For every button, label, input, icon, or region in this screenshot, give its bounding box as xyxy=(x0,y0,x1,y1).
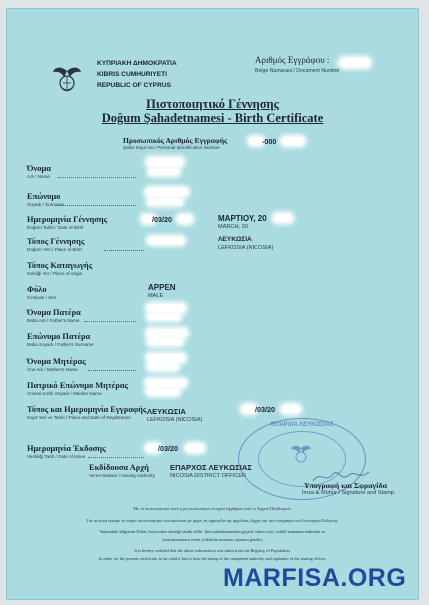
document-number-redaction xyxy=(340,58,370,67)
birth-place-value: ΛΕΥΚΩΣΙΑ xyxy=(218,236,252,243)
personal-id-label: Προσωπικός Αριθμός Εγγραφής xyxy=(123,136,228,145)
origin-sub: Geldiği Yer / Place of origin xyxy=(27,271,83,276)
footer-line: yazmakmamuru veren yetkilinin imzasını taşıması gerekir. xyxy=(162,537,263,542)
birth-date-redaction-3 xyxy=(274,214,292,222)
birth-place-redaction xyxy=(148,237,184,244)
birth-date-redaction-2 xyxy=(178,215,192,223)
dotted-line xyxy=(58,177,136,178)
registration-date: /03/20 xyxy=(255,405,275,414)
maiden-name-label: Πατρικό Επώνυμο Μητέρας xyxy=(27,381,129,390)
birth-place-sub: Doğum Yeri / Place of Birth xyxy=(27,247,82,252)
authority-label: Εκδίδουσα Αρχή xyxy=(89,463,149,472)
registration-date-redaction xyxy=(242,405,256,413)
authority-value: ΕΠΑΡΧΟΣ ΛΕΥΚΩΣΙΑΣ xyxy=(170,463,252,472)
surname-redaction xyxy=(146,188,188,196)
signature-sub: İmza & Mühür / Signature and Stamp xyxy=(302,490,395,496)
maiden-name-redaction xyxy=(146,379,186,387)
mother-name-sub: Ana Adı / Mother's Name xyxy=(27,367,78,372)
registration-sub: Kayıt Yeri ve Tarihi / Place and Date of Registration xyxy=(27,415,131,420)
origin-label: Τόπος Καταγωγής xyxy=(27,261,93,270)
birth-certificate xyxy=(6,8,419,600)
document-number-sub: Belge Numarasi / Document Number xyxy=(255,68,340,74)
footer-line: Για να είναι έγκυρο το παρόν πιστοποιητικό επικυρώνεται με φέρει τη σφραγίδα της αρμόδιας Αρχής και την υπογραφή του Λειτουργού Εκδοσης. xyxy=(86,518,339,523)
father-name-sub: Baba Adı / Father's Name xyxy=(27,318,80,323)
document-number-label: Αριθμός Εγγράφου : xyxy=(255,55,330,65)
birth-place-label: Τόπος Γέννησης xyxy=(27,237,85,246)
watermark: MARFISA.ORG xyxy=(223,564,407,592)
dotted-line xyxy=(104,250,144,251)
mother-name-redaction xyxy=(147,354,185,362)
authority-value-sub: NICOSIA DISTRICT OFFICER xyxy=(170,473,247,479)
registration-place-sub: LEFKOSIA (NICOSIA) xyxy=(147,417,203,423)
name-redaction-2 xyxy=(149,169,179,175)
father-surname-sub: Baba Soyadı / Father's Surname xyxy=(27,342,94,347)
sex-value-sub: MALE xyxy=(148,293,164,299)
father-surname-label: Επώνυμο Πατέρα xyxy=(27,332,91,341)
father-name-redaction-2 xyxy=(148,314,180,320)
dotted-line xyxy=(58,205,136,206)
stamp-emblem-icon xyxy=(290,444,312,464)
mother-name-redaction-2 xyxy=(148,364,178,370)
issue-date-label: Ημερομηνία Έκδοσης xyxy=(27,444,106,453)
birth-date-greek: ΜΑΡΤΙΟΥ, 20 xyxy=(218,214,267,223)
footer-line: It is hereby certified that the above information was taken from the Registry of Population. xyxy=(134,548,291,553)
stamp-text: ΕΠΑΡΧΙΑ ΛΕΥΚΩΣΙΑΣ xyxy=(271,422,334,428)
birth-place-value-sub: LEFKOSIA (NICOSIA) xyxy=(218,245,274,251)
footer-line: In order for the present certificate, to be valid it has to bear the stamp of the competent authority and signature of the issuing officer. xyxy=(98,556,327,561)
sex-label: Φύλο xyxy=(27,285,47,294)
title-greek: Πιστοποιητικό Γέννησης xyxy=(146,97,279,111)
maiden-name-redaction-2 xyxy=(147,389,179,395)
registration-place: ΛΕΥΚΩΣΙΑ xyxy=(147,407,186,416)
birth-date-value: /03/20 xyxy=(152,215,172,224)
father-surname-redaction-2 xyxy=(148,339,182,345)
issuer-line-english: REPUBLIC OF CYPRUS xyxy=(97,82,172,89)
father-name-label: Όνομα Πατέρα xyxy=(27,308,81,317)
surname-label: Επώνυμο xyxy=(27,192,61,201)
coat-of-arms-icon xyxy=(51,63,83,93)
surname-sub: Soyadı / Surname xyxy=(27,202,64,207)
birth-date-english: MARCH, 20 xyxy=(218,224,248,230)
surname-redaction-2 xyxy=(148,199,182,205)
issuer-line-greek: ΚΥΠΡΙΑΚΗ ΔΗΜΟΚΡΑΤΙΑ xyxy=(97,60,177,67)
dotted-line xyxy=(84,321,136,322)
registration-label: Τόπος και Ημερομηνία Εγγραφής xyxy=(27,405,147,414)
father-surname-redaction xyxy=(147,329,187,337)
personal-id-value: -000 xyxy=(262,137,277,146)
footer-line: Yukarıdaki bilgilerin Nüfus Arşivinden alındığı tasdik edilir. İşbu şahadetnamenin geçerli olması için, yetkili makamın mührünü ve xyxy=(99,529,326,534)
signature-label: Υπογραφή και Σφραγίδα xyxy=(304,481,387,490)
authority-sub: Veren Makam / Issuing Authority xyxy=(89,473,155,478)
issuer-block xyxy=(97,58,177,91)
personal-id-sub: Şahsi Kayıt No / Personal Identification Number xyxy=(123,145,221,150)
issue-date-sub: Verildiği Tarih / Date of Issue xyxy=(27,454,86,459)
issue-date-value: /03/20 xyxy=(158,444,178,453)
sex-sub: Cinsiyeti / Sex xyxy=(27,295,57,300)
birth-date-label: Ημερομηνία Γέννησης xyxy=(27,215,108,224)
father-name-redaction xyxy=(147,304,185,312)
maiden-name-sub: Annesi Kızlık Soyadı / Maiden Name xyxy=(27,391,102,396)
personal-id-redaction-2 xyxy=(282,137,304,145)
registration-date-redaction-2 xyxy=(282,405,300,413)
issuer-line-turkish: KIBRIS CUMHURIYETI xyxy=(97,71,167,78)
dotted-line xyxy=(88,370,136,371)
name-label: Όνομα xyxy=(27,164,51,173)
sex-value: ΑΡΡΕΝ xyxy=(148,283,176,292)
title-main: Doğum Şahadetnamesi - Birth Certificate xyxy=(101,111,324,125)
name-redaction xyxy=(147,158,183,166)
personal-id-redaction xyxy=(249,137,263,145)
issue-date-redaction-2 xyxy=(186,444,204,452)
dotted-line xyxy=(88,457,144,458)
name-sub: Adı / Name xyxy=(27,174,50,179)
birth-date-sub: Doğum Tarihi / Date of Birth xyxy=(27,225,84,230)
footer-line: Με το πιστοποιητικό αυτό η μη τα ανωτέρω στοιχεία λήφθηκαν από το Αρχείο Πληθυσμού. xyxy=(133,506,292,511)
mother-name-label: Όνομα Μητέρας xyxy=(27,357,86,366)
signature-scribble-icon xyxy=(311,466,371,486)
